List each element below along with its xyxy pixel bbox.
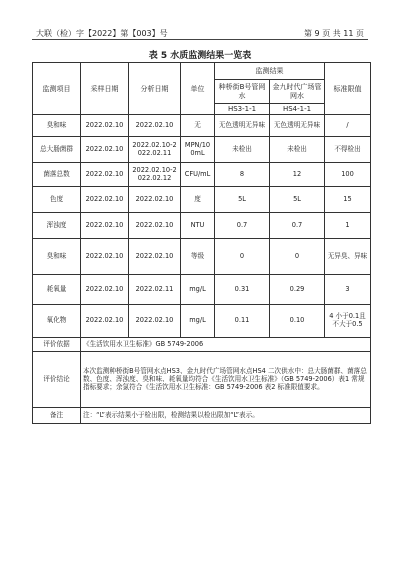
item-cell: 色度 [33, 187, 81, 213]
result-site2-cell: 0.7 [270, 213, 325, 239]
limit-cell: 1 [325, 213, 371, 239]
note-label: 备注 [33, 408, 81, 424]
sample-date-cell: 2022.02.10 [81, 239, 129, 275]
unit-cell: 无 [181, 115, 215, 137]
column-header-item: 监测项目 [33, 63, 81, 115]
table-row [33, 137, 371, 163]
column-header-limit: 标准限值 [325, 63, 371, 115]
table-row [33, 305, 371, 338]
table-row [33, 239, 371, 275]
result-site1-cell: 0.31 [215, 275, 270, 305]
item-cell: 总大肠菌群 [33, 137, 81, 163]
unit-cell: mg/L [181, 305, 215, 338]
sample-date-cell: 2022.02.10 [81, 137, 129, 163]
standard-label: 评价依据 [33, 338, 81, 352]
analysis-date-cell: 2022.02.10 [129, 239, 181, 275]
unit-cell: CFU/mL [181, 163, 215, 187]
limit-cell: 100 [325, 163, 371, 187]
sample-code-site2: HS4-1-1 [270, 104, 325, 115]
item-cell: 菌落总数 [33, 163, 81, 187]
limit-cell: 4 小于0.1且不大于0.5 [325, 305, 371, 338]
sample-date-cell: 2022.02.10 [81, 275, 129, 305]
unit-cell: NTU [181, 213, 215, 239]
result-site2-cell: 5L [270, 187, 325, 213]
unit-cell: 等级 [181, 239, 215, 275]
result-site1-cell: 无色透明无异味 [215, 115, 270, 137]
table-row [33, 187, 371, 213]
conclusion-label: 评价结论 [33, 352, 81, 408]
document-reference: 大联（检）字【2022】第【003】号 [36, 29, 168, 38]
sample-date-cell: 2022.02.10 [81, 115, 129, 137]
table-row [33, 213, 371, 239]
column-header-site1: 种桥街B号管网水 [215, 80, 270, 104]
table-title: 表 5 水质监测结果一览表 [148, 51, 252, 61]
unit-cell: MPN/100mL [181, 137, 215, 163]
analysis-date-cell: 2022.02.10 [129, 187, 181, 213]
analysis-date-cell: 2022.02.10-2022.02.12 [129, 163, 181, 187]
analysis-date-cell: 2022.02.10 [129, 305, 181, 338]
limit-cell: 15 [325, 187, 371, 213]
limit-cell: / [325, 115, 371, 137]
sample-date-cell: 2022.02.10 [81, 163, 129, 187]
result-site2-cell: 未检出 [270, 137, 325, 163]
analysis-date-cell: 2022.02.10-2022.02.11 [129, 137, 181, 163]
column-header-analysis-date: 分析日期 [129, 63, 181, 115]
header-divider [32, 39, 368, 40]
analysis-date-cell: 2022.02.10 [129, 213, 181, 239]
result-site2-cell: 0 [270, 239, 325, 275]
result-site1-cell: 0.11 [215, 305, 270, 338]
analysis-date-cell: 2022.02.10 [129, 115, 181, 137]
column-header-unit: 单位 [181, 63, 215, 115]
note-text: 注：“L”表示结果小于检出限，检测结果以检出限加“L”表示。 [81, 408, 371, 424]
sample-date-cell: 2022.02.10 [81, 187, 129, 213]
limit-cell: 不得检出 [325, 137, 371, 163]
result-site2-cell: 12 [270, 163, 325, 187]
limit-cell: 无异臭、异味 [325, 239, 371, 275]
result-site1-cell: 5L [215, 187, 270, 213]
result-site2-cell: 0.10 [270, 305, 325, 338]
table-row [33, 275, 371, 305]
result-site2-cell: 无色透明无异味 [270, 115, 325, 137]
unit-cell: mg/L [181, 275, 215, 305]
sample-code-site1: HS3-1-1 [215, 104, 270, 115]
item-cell: 耗氧量 [33, 275, 81, 305]
table-row [33, 115, 371, 137]
result-site2-cell: 0.29 [270, 275, 325, 305]
page-number: 第 9 页 共 11 页 [304, 29, 364, 38]
column-header-site2: 金九时代广场管网水 [270, 80, 325, 104]
result-site1-cell: 0 [215, 239, 270, 275]
item-cell: 浑浊度 [33, 213, 81, 239]
sample-date-cell: 2022.02.10 [81, 305, 129, 338]
column-header-results: 监测结果 [215, 63, 325, 80]
item-cell: 臭和味 [33, 239, 81, 275]
analysis-date-cell: 2022.02.11 [129, 275, 181, 305]
result-site1-cell: 8 [215, 163, 270, 187]
unit-cell: 度 [181, 187, 215, 213]
water-quality-results-table [32, 62, 371, 424]
table-row [33, 163, 371, 187]
result-site1-cell: 0.7 [215, 213, 270, 239]
conclusion-text: 本次监测种桥街B号管网水点HS3、金九时代广场管网水点HS4 二次供水中：总大肠菌群、菌落总数、色度、浑浊度、臭和味、耗氧量均符合《生活饮用水卫生标准》（GB 5749-2006）表1 常规指标要求；余氯符合《生活饮用水卫生标准：GB 5749-2006 表2 标准限值要求。 [81, 352, 371, 408]
item-cell: 臭和味 [33, 115, 81, 137]
limit-cell: 3 [325, 275, 371, 305]
result-site1-cell: 未检出 [215, 137, 270, 163]
standard-text: 《生活饮用水卫生标准》GB 5749-2006 [81, 338, 371, 352]
column-header-sample-date: 采样日期 [81, 63, 129, 115]
item-cell: 氧化物 [33, 305, 81, 338]
sample-date-cell: 2022.02.10 [81, 213, 129, 239]
